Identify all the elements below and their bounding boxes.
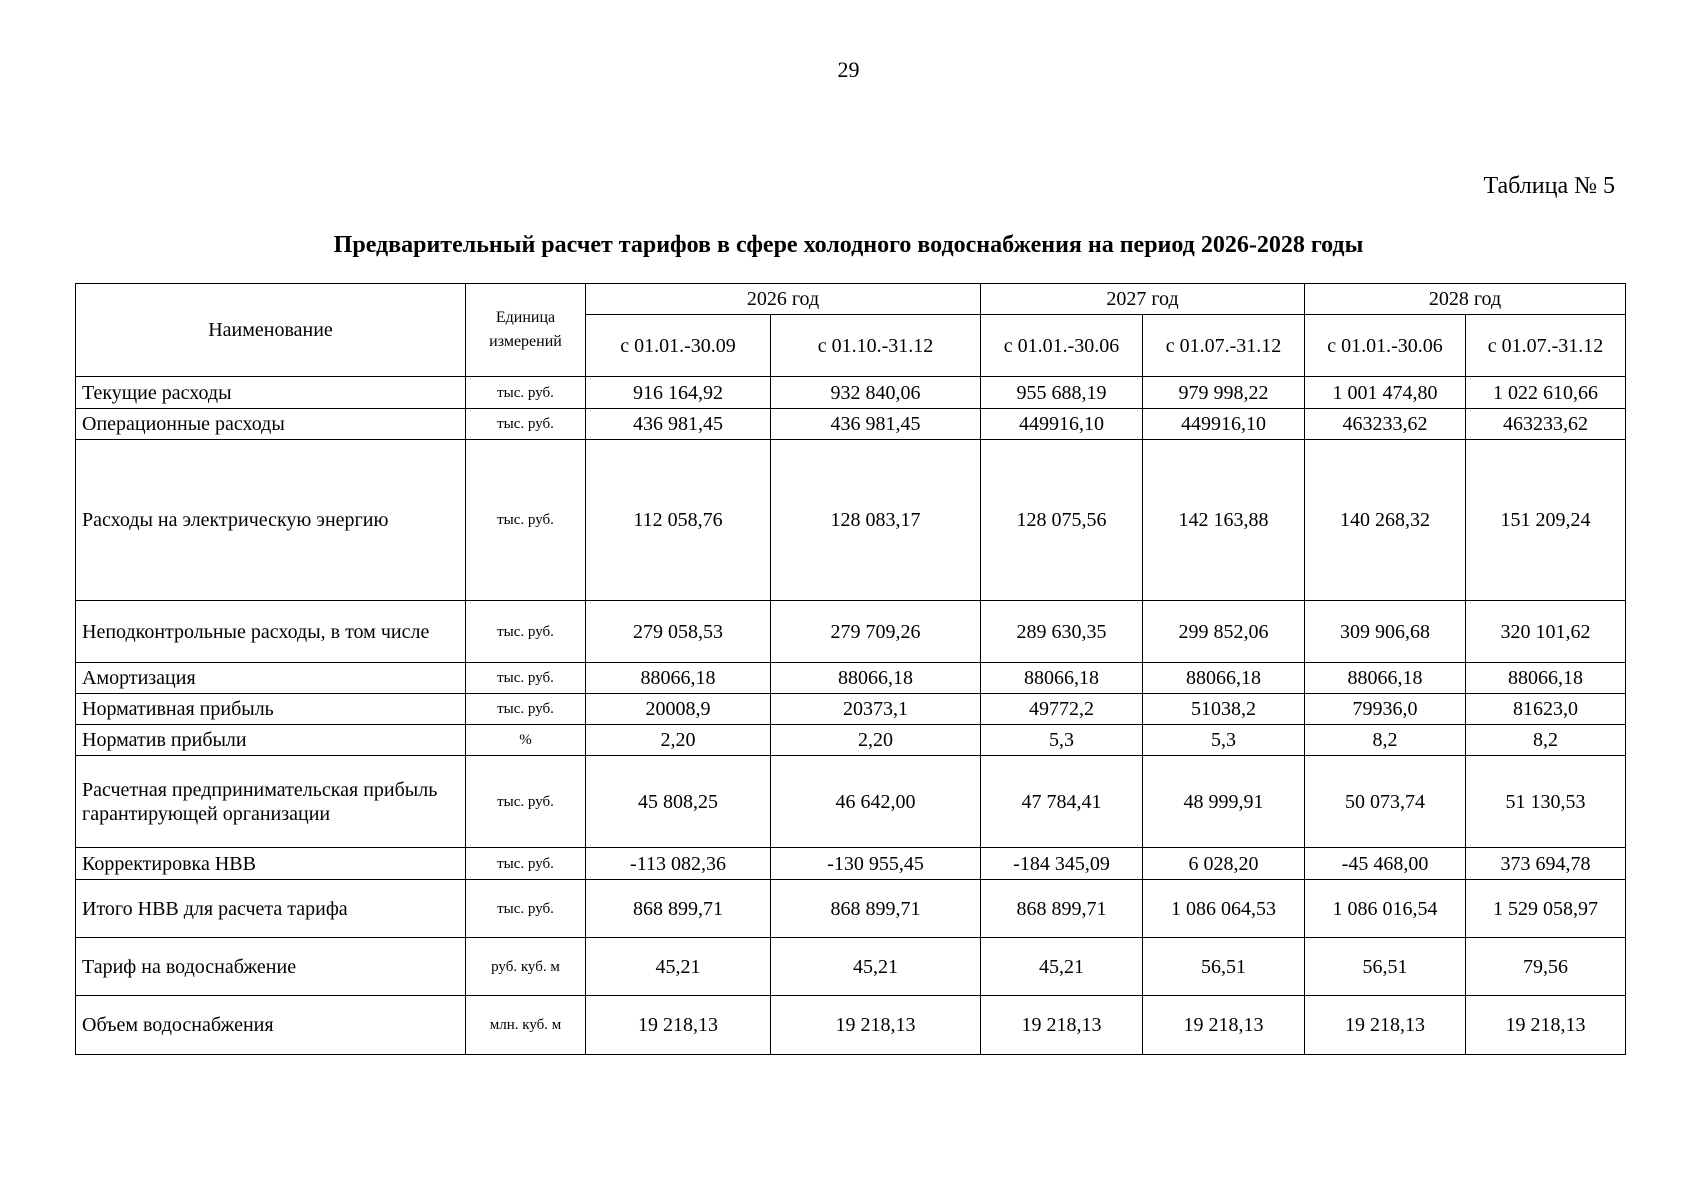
row-value: 19 218,13 bbox=[1466, 996, 1626, 1055]
row-name: Нормативная прибыль bbox=[76, 694, 466, 725]
row-value: 19 218,13 bbox=[1143, 996, 1305, 1055]
row-name: Итого НВВ для расчета тарифа bbox=[76, 880, 466, 938]
row-value: 2,20 bbox=[771, 725, 981, 756]
row-value: 8,2 bbox=[1305, 725, 1466, 756]
row-value: 955 688,19 bbox=[981, 377, 1143, 409]
row-value: 51038,2 bbox=[1143, 694, 1305, 725]
header-name: Наименование bbox=[76, 284, 466, 377]
table-row bbox=[76, 848, 1626, 880]
row-value: 45,21 bbox=[586, 938, 771, 996]
row-value: 299 852,06 bbox=[1143, 601, 1305, 663]
row-value: 45,21 bbox=[981, 938, 1143, 996]
row-value: 45,21 bbox=[771, 938, 981, 996]
row-value: 142 163,88 bbox=[1143, 440, 1305, 601]
table-row bbox=[76, 694, 1626, 725]
header-period: с 01.07.-31.12 bbox=[1466, 315, 1626, 377]
row-value: 1 001 474,80 bbox=[1305, 377, 1466, 409]
row-unit: млн. куб. м bbox=[466, 996, 586, 1055]
row-value: 128 075,56 bbox=[981, 440, 1143, 601]
row-value: -113 082,36 bbox=[586, 848, 771, 880]
row-value: 112 058,76 bbox=[586, 440, 771, 601]
row-unit: тыс. руб. bbox=[466, 848, 586, 880]
row-value: 436 981,45 bbox=[586, 409, 771, 440]
table-row bbox=[76, 663, 1626, 694]
table-row bbox=[76, 938, 1626, 996]
row-value: 88066,18 bbox=[1305, 663, 1466, 694]
row-unit: руб. куб. м bbox=[466, 938, 586, 996]
row-value: 88066,18 bbox=[1466, 663, 1626, 694]
row-value: 1 022 610,66 bbox=[1466, 377, 1626, 409]
row-value: 50 073,74 bbox=[1305, 756, 1466, 848]
row-value: -45 468,00 bbox=[1305, 848, 1466, 880]
row-value: -184 345,09 bbox=[981, 848, 1143, 880]
row-value: 868 899,71 bbox=[981, 880, 1143, 938]
row-value: 868 899,71 bbox=[771, 880, 981, 938]
table-row bbox=[76, 409, 1626, 440]
row-unit: тыс. руб. bbox=[466, 694, 586, 725]
row-value: 932 840,06 bbox=[771, 377, 981, 409]
row-value: 19 218,13 bbox=[981, 996, 1143, 1055]
row-value: 8,2 bbox=[1466, 725, 1626, 756]
row-value: 979 998,22 bbox=[1143, 377, 1305, 409]
row-value: 373 694,78 bbox=[1466, 848, 1626, 880]
row-value: 56,51 bbox=[1305, 938, 1466, 996]
table-row bbox=[76, 880, 1626, 938]
table-row bbox=[76, 725, 1626, 756]
row-value: 279 058,53 bbox=[586, 601, 771, 663]
row-value: 140 268,32 bbox=[1305, 440, 1466, 601]
row-name: Норматив прибыли bbox=[76, 725, 466, 756]
row-name: Текущие расходы bbox=[76, 377, 466, 409]
row-unit: тыс. руб. bbox=[466, 756, 586, 848]
table-header bbox=[76, 284, 1626, 377]
row-value: 279 709,26 bbox=[771, 601, 981, 663]
row-name: Корректировка НВВ bbox=[76, 848, 466, 880]
row-value: 2,20 bbox=[586, 725, 771, 756]
row-value: 463233,62 bbox=[1305, 409, 1466, 440]
row-value: 88066,18 bbox=[771, 663, 981, 694]
row-value: 309 906,68 bbox=[1305, 601, 1466, 663]
row-unit: тыс. руб. bbox=[466, 601, 586, 663]
page-number: 29 bbox=[837, 57, 860, 82]
row-value: 19 218,13 bbox=[771, 996, 981, 1055]
header-period: с 01.07.-31.12 bbox=[1143, 315, 1305, 377]
row-value: 20008,9 bbox=[586, 694, 771, 725]
row-value: 56,51 bbox=[1143, 938, 1305, 996]
row-value: 320 101,62 bbox=[1466, 601, 1626, 663]
row-value: 19 218,13 bbox=[586, 996, 771, 1055]
table-row bbox=[76, 996, 1626, 1055]
row-value: 1 086 064,53 bbox=[1143, 880, 1305, 938]
row-value: 88066,18 bbox=[981, 663, 1143, 694]
row-value: 47 784,41 bbox=[981, 756, 1143, 848]
row-value: 289 630,35 bbox=[981, 601, 1143, 663]
row-value: 5,3 bbox=[1143, 725, 1305, 756]
document-title: Предварительный расчет тарифов в сфере холодного водоснабжения на период 2026-2028 годы bbox=[333, 232, 1364, 258]
row-value: 6 028,20 bbox=[1143, 848, 1305, 880]
row-name: Неподконтрольные расходы, в том числе bbox=[76, 601, 466, 663]
row-name: Расчетная предпринимательская прибыль гарантирующей организации bbox=[76, 756, 466, 848]
header-year-2028: 2028 год bbox=[1305, 284, 1626, 315]
row-unit: тыс. руб. bbox=[466, 880, 586, 938]
row-unit: тыс. руб. bbox=[466, 440, 586, 601]
row-value: 151 209,24 bbox=[1466, 440, 1626, 601]
row-value: 79,56 bbox=[1466, 938, 1626, 996]
row-value: 49772,2 bbox=[981, 694, 1143, 725]
row-unit: тыс. руб. bbox=[466, 377, 586, 409]
table-row bbox=[76, 756, 1626, 848]
table-body bbox=[76, 377, 1626, 1055]
row-value: 916 164,92 bbox=[586, 377, 771, 409]
header-period: с 01.10.-31.12 bbox=[771, 315, 981, 377]
header-period: с 01.01.-30.06 bbox=[981, 315, 1143, 377]
row-value: 1 529 058,97 bbox=[1466, 880, 1626, 938]
row-value: 81623,0 bbox=[1466, 694, 1626, 725]
header-period: с 01.01.-30.06 bbox=[1305, 315, 1466, 377]
row-value: -130 955,45 bbox=[771, 848, 981, 880]
row-value: 51 130,53 bbox=[1466, 756, 1626, 848]
row-value: 128 083,17 bbox=[771, 440, 981, 601]
header-unit: Единица измерений bbox=[466, 284, 586, 377]
row-value: 46 642,00 bbox=[771, 756, 981, 848]
row-value: 5,3 bbox=[981, 725, 1143, 756]
row-value: 48 999,91 bbox=[1143, 756, 1305, 848]
row-name: Объем водоснабжения bbox=[76, 996, 466, 1055]
table-row bbox=[76, 440, 1626, 601]
header-year-2027: 2027 год bbox=[981, 284, 1305, 315]
header-year-2026: 2026 год bbox=[586, 284, 981, 315]
row-name: Амортизация bbox=[76, 663, 466, 694]
table-row bbox=[76, 377, 1626, 409]
row-value: 449916,10 bbox=[1143, 409, 1305, 440]
tariff-table bbox=[75, 283, 1626, 1055]
row-value: 79936,0 bbox=[1305, 694, 1466, 725]
row-unit: тыс. руб. bbox=[466, 409, 586, 440]
table-row bbox=[76, 601, 1626, 663]
row-name: Тариф на водоснабжение bbox=[76, 938, 466, 996]
table-label: Таблица № 5 bbox=[1483, 173, 1615, 199]
row-name: Расходы на электрическую энергию bbox=[76, 440, 466, 601]
row-value: 868 899,71 bbox=[586, 880, 771, 938]
row-value: 19 218,13 bbox=[1305, 996, 1466, 1055]
row-unit: тыс. руб. bbox=[466, 663, 586, 694]
row-value: 20373,1 bbox=[771, 694, 981, 725]
row-name: Операционные расходы bbox=[76, 409, 466, 440]
row-value: 1 086 016,54 bbox=[1305, 880, 1466, 938]
row-unit: % bbox=[466, 725, 586, 756]
row-value: 88066,18 bbox=[586, 663, 771, 694]
header-period: с 01.01.-30.09 bbox=[586, 315, 771, 377]
row-value: 436 981,45 bbox=[771, 409, 981, 440]
row-value: 463233,62 bbox=[1466, 409, 1626, 440]
row-value: 449916,10 bbox=[981, 409, 1143, 440]
row-value: 88066,18 bbox=[1143, 663, 1305, 694]
row-value: 45 808,25 bbox=[586, 756, 771, 848]
